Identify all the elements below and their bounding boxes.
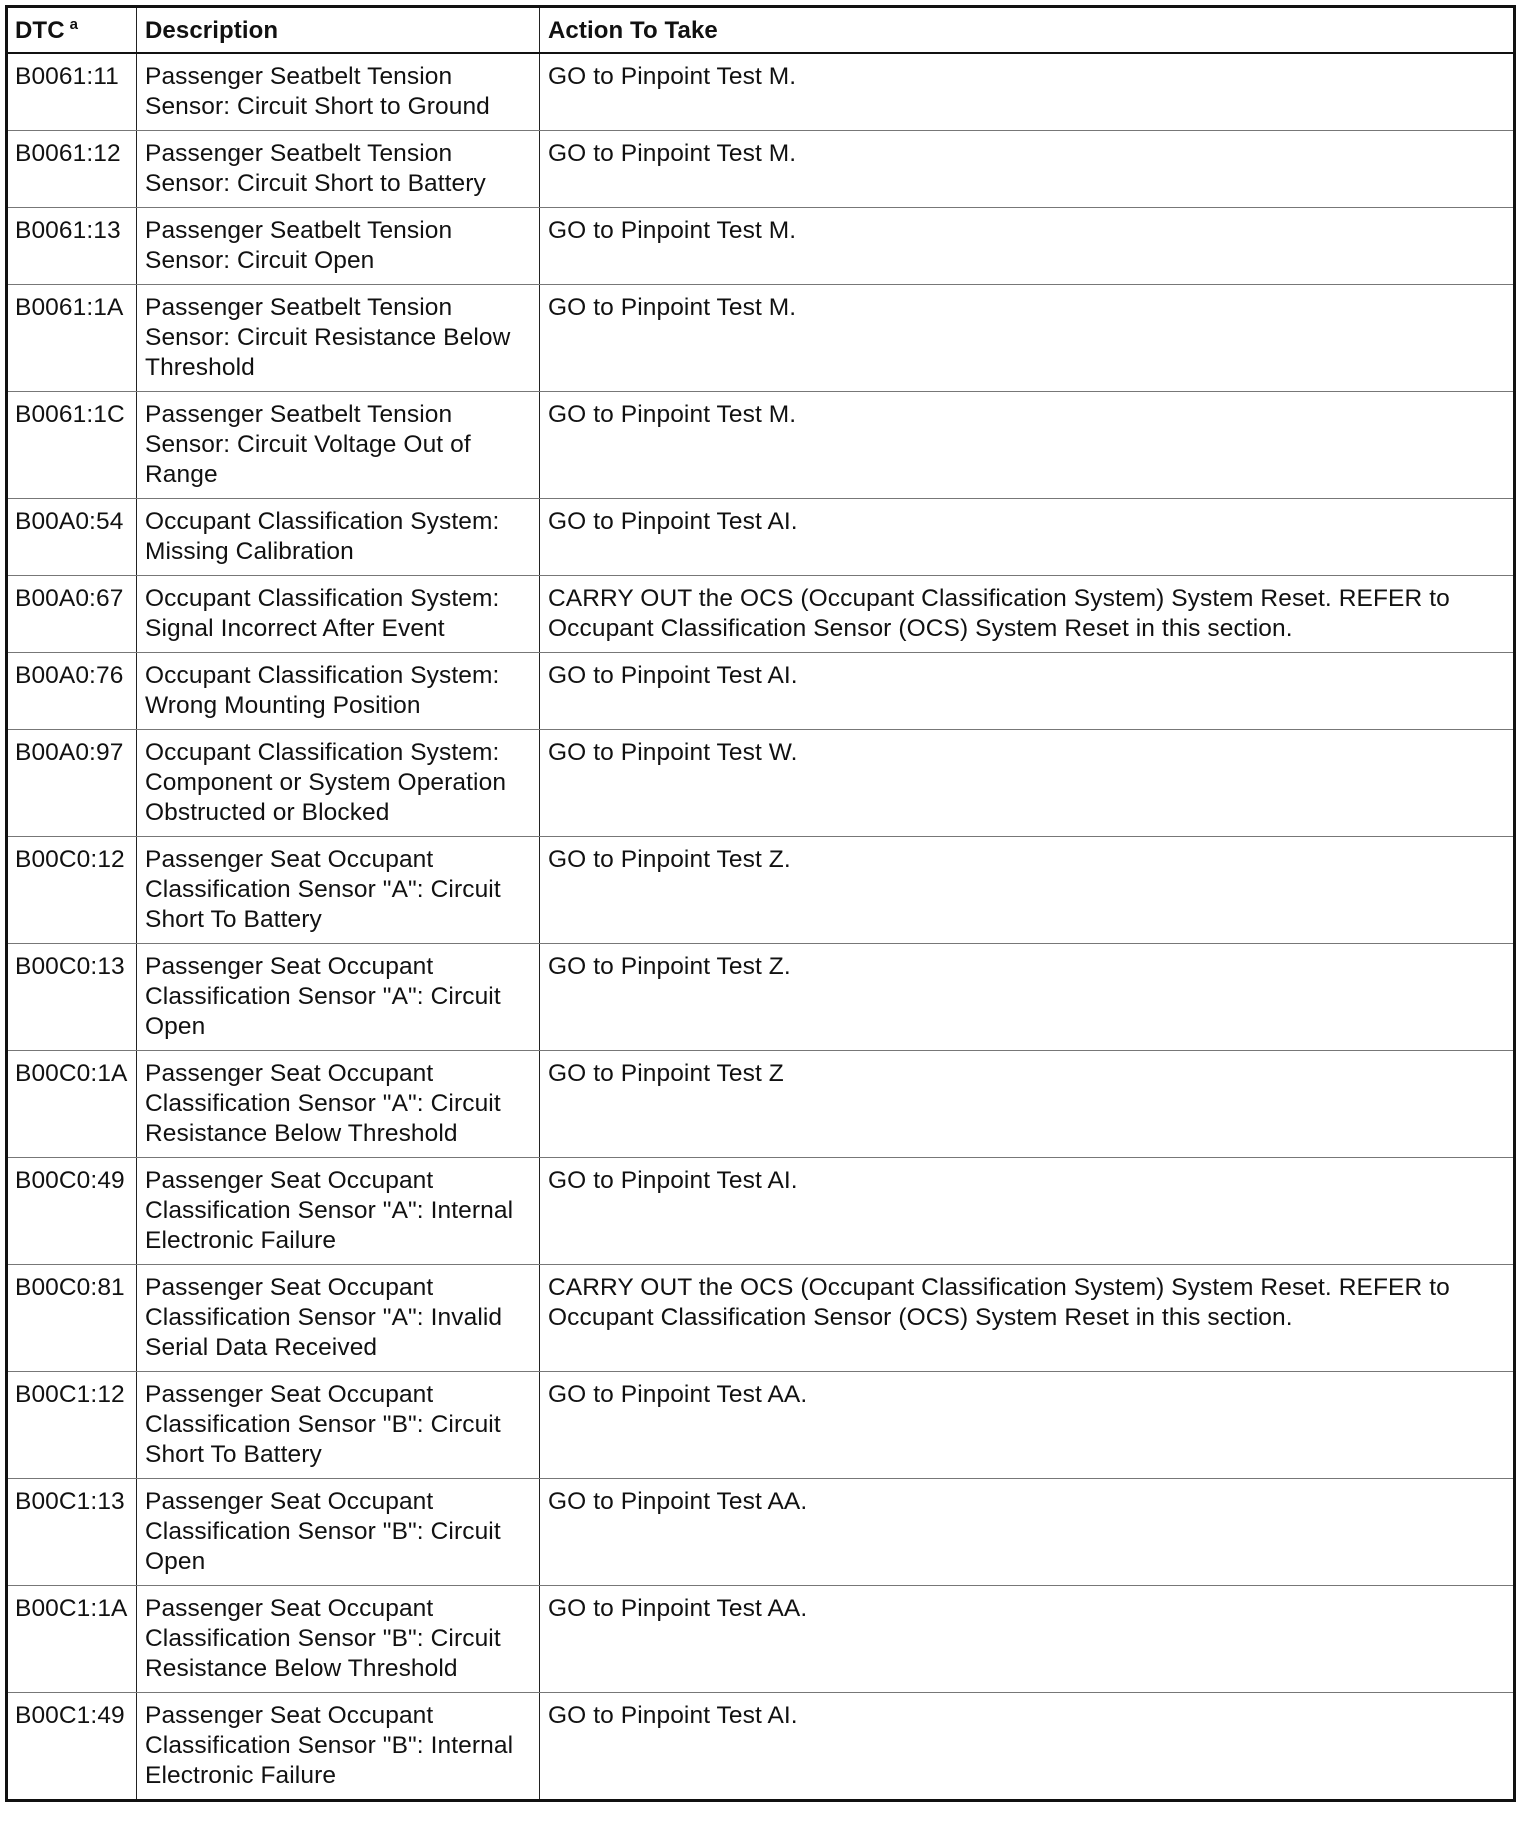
description-cell: Passenger Seatbelt Tension Sensor: Circuit Short to Ground: [137, 53, 540, 131]
dtc-code-cell: B0061:13: [7, 208, 137, 285]
dtc-code-cell: B0061:12: [7, 131, 137, 208]
dtc-code-cell: B00C1:13: [7, 1479, 137, 1586]
dtc-code-cell: B0061:1A: [7, 285, 137, 392]
dtc-table: [5, 5, 1516, 1802]
action-cell: GO to Pinpoint Test M.: [540, 131, 1515, 208]
dtc-code-cell: B00A0:76: [7, 653, 137, 730]
table-row: [7, 131, 1515, 208]
table-row: [7, 208, 1515, 285]
header-action: Action To Take: [540, 7, 1515, 54]
table-row: [7, 1372, 1515, 1479]
dtc-code-cell: B0061:1C: [7, 392, 137, 499]
description-cell: Passenger Seatbelt Tension Sensor: Circuit Short to Battery: [137, 131, 540, 208]
action-cell: GO to Pinpoint Test M.: [540, 208, 1515, 285]
action-cell: CARRY OUT the OCS (Occupant Classification System) System Reset. REFER to Occupant Classification Sensor (OCS) System Reset in this section.: [540, 1265, 1515, 1372]
table-row: [7, 837, 1515, 944]
dtc-code-cell: B00C1:12: [7, 1372, 137, 1479]
action-cell: GO to Pinpoint Test M.: [540, 53, 1515, 131]
action-cell: GO to Pinpoint Test AA.: [540, 1372, 1515, 1479]
table-body: [7, 53, 1515, 1801]
dtc-code-cell: B00C0:81: [7, 1265, 137, 1372]
table-header: [7, 7, 1515, 54]
description-cell: Passenger Seatbelt Tension Sensor: Circuit Resistance Below Threshold: [137, 285, 540, 392]
description-cell: Occupant Classification System: Signal Incorrect After Event: [137, 576, 540, 653]
description-cell: Passenger Seat Occupant Classification Sensor "A": Invalid Serial Data Received: [137, 1265, 540, 1372]
action-cell: GO to Pinpoint Test Z: [540, 1051, 1515, 1158]
table-row: [7, 1051, 1515, 1158]
action-cell: GO to Pinpoint Test Z.: [540, 944, 1515, 1051]
action-cell: GO to Pinpoint Test M.: [540, 392, 1515, 499]
dtc-code-cell: B00A0:54: [7, 499, 137, 576]
description-cell: Occupant Classification System: Wrong Mounting Position: [137, 653, 540, 730]
footnote-marker: a: [69, 16, 79, 33]
action-cell: GO to Pinpoint Test AI.: [540, 1158, 1515, 1265]
action-cell: GO to Pinpoint Test AI.: [540, 653, 1515, 730]
description-cell: Passenger Seat Occupant Classification Sensor "A": Circuit Resistance Below Threshold: [137, 1051, 540, 1158]
dtc-code-cell: B0061:11: [7, 53, 137, 131]
table-row: [7, 499, 1515, 576]
description-cell: Passenger Seat Occupant Classification Sensor "B": Circuit Short To Battery: [137, 1372, 540, 1479]
dtc-code-cell: B00A0:67: [7, 576, 137, 653]
dtc-code-cell: B00C0:1A: [7, 1051, 137, 1158]
table-row: [7, 285, 1515, 392]
dtc-table-container: [5, 5, 1513, 1802]
description-cell: Passenger Seat Occupant Classification Sensor "B": Internal Electronic Failure: [137, 1693, 540, 1801]
dtc-code-cell: B00C1:1A: [7, 1586, 137, 1693]
table-row: [7, 392, 1515, 499]
description-cell: Passenger Seat Occupant Classification Sensor "B": Circuit Open: [137, 1479, 540, 1586]
description-cell: Passenger Seatbelt Tension Sensor: Circuit Voltage Out of Range: [137, 392, 540, 499]
header-row: [7, 7, 1515, 54]
action-cell: GO to Pinpoint Test AA.: [540, 1479, 1515, 1586]
description-cell: Occupant Classification System: Component or System Operation Obstructed or Blocked: [137, 730, 540, 837]
action-cell: GO to Pinpoint Test M.: [540, 285, 1515, 392]
table-row: [7, 653, 1515, 730]
table-row: [7, 944, 1515, 1051]
table-row: [7, 1693, 1515, 1801]
dtc-code-cell: B00C0:49: [7, 1158, 137, 1265]
dtc-code-cell: B00C0:12: [7, 837, 137, 944]
header-dtc: [7, 7, 137, 54]
description-cell: Passenger Seatbelt Tension Sensor: Circuit Open: [137, 208, 540, 285]
table-row: [7, 1586, 1515, 1693]
action-cell: GO to Pinpoint Test AI.: [540, 1693, 1515, 1801]
description-cell: Occupant Classification System: Missing Calibration: [137, 499, 540, 576]
description-cell: Passenger Seat Occupant Classification Sensor "A": Circuit Short To Battery: [137, 837, 540, 944]
action-cell: GO to Pinpoint Test AI.: [540, 499, 1515, 576]
dtc-code-cell: B00C0:13: [7, 944, 137, 1051]
header-description: Description: [137, 7, 540, 54]
table-row: [7, 1479, 1515, 1586]
description-cell: Passenger Seat Occupant Classification Sensor "A": Internal Electronic Failure: [137, 1158, 540, 1265]
description-cell: Passenger Seat Occupant Classification Sensor "B": Circuit Resistance Below Threshold: [137, 1586, 540, 1693]
action-cell: GO to Pinpoint Test AA.: [540, 1586, 1515, 1693]
action-cell: CARRY OUT the OCS (Occupant Classification System) System Reset. REFER to Occupant Classification Sensor (OCS) System Reset in this section.: [540, 576, 1515, 653]
table-row: [7, 1265, 1515, 1372]
description-cell: Passenger Seat Occupant Classification Sensor "A": Circuit Open: [137, 944, 540, 1051]
table-row: [7, 1158, 1515, 1265]
table-row: [7, 730, 1515, 837]
table-row: [7, 576, 1515, 653]
header-dtc-label: DTC: [15, 17, 65, 44]
dtc-code-cell: B00A0:97: [7, 730, 137, 837]
table-row: [7, 53, 1515, 131]
action-cell: GO to Pinpoint Test W.: [540, 730, 1515, 837]
dtc-code-cell: B00C1:49: [7, 1693, 137, 1801]
action-cell: GO to Pinpoint Test Z.: [540, 837, 1515, 944]
